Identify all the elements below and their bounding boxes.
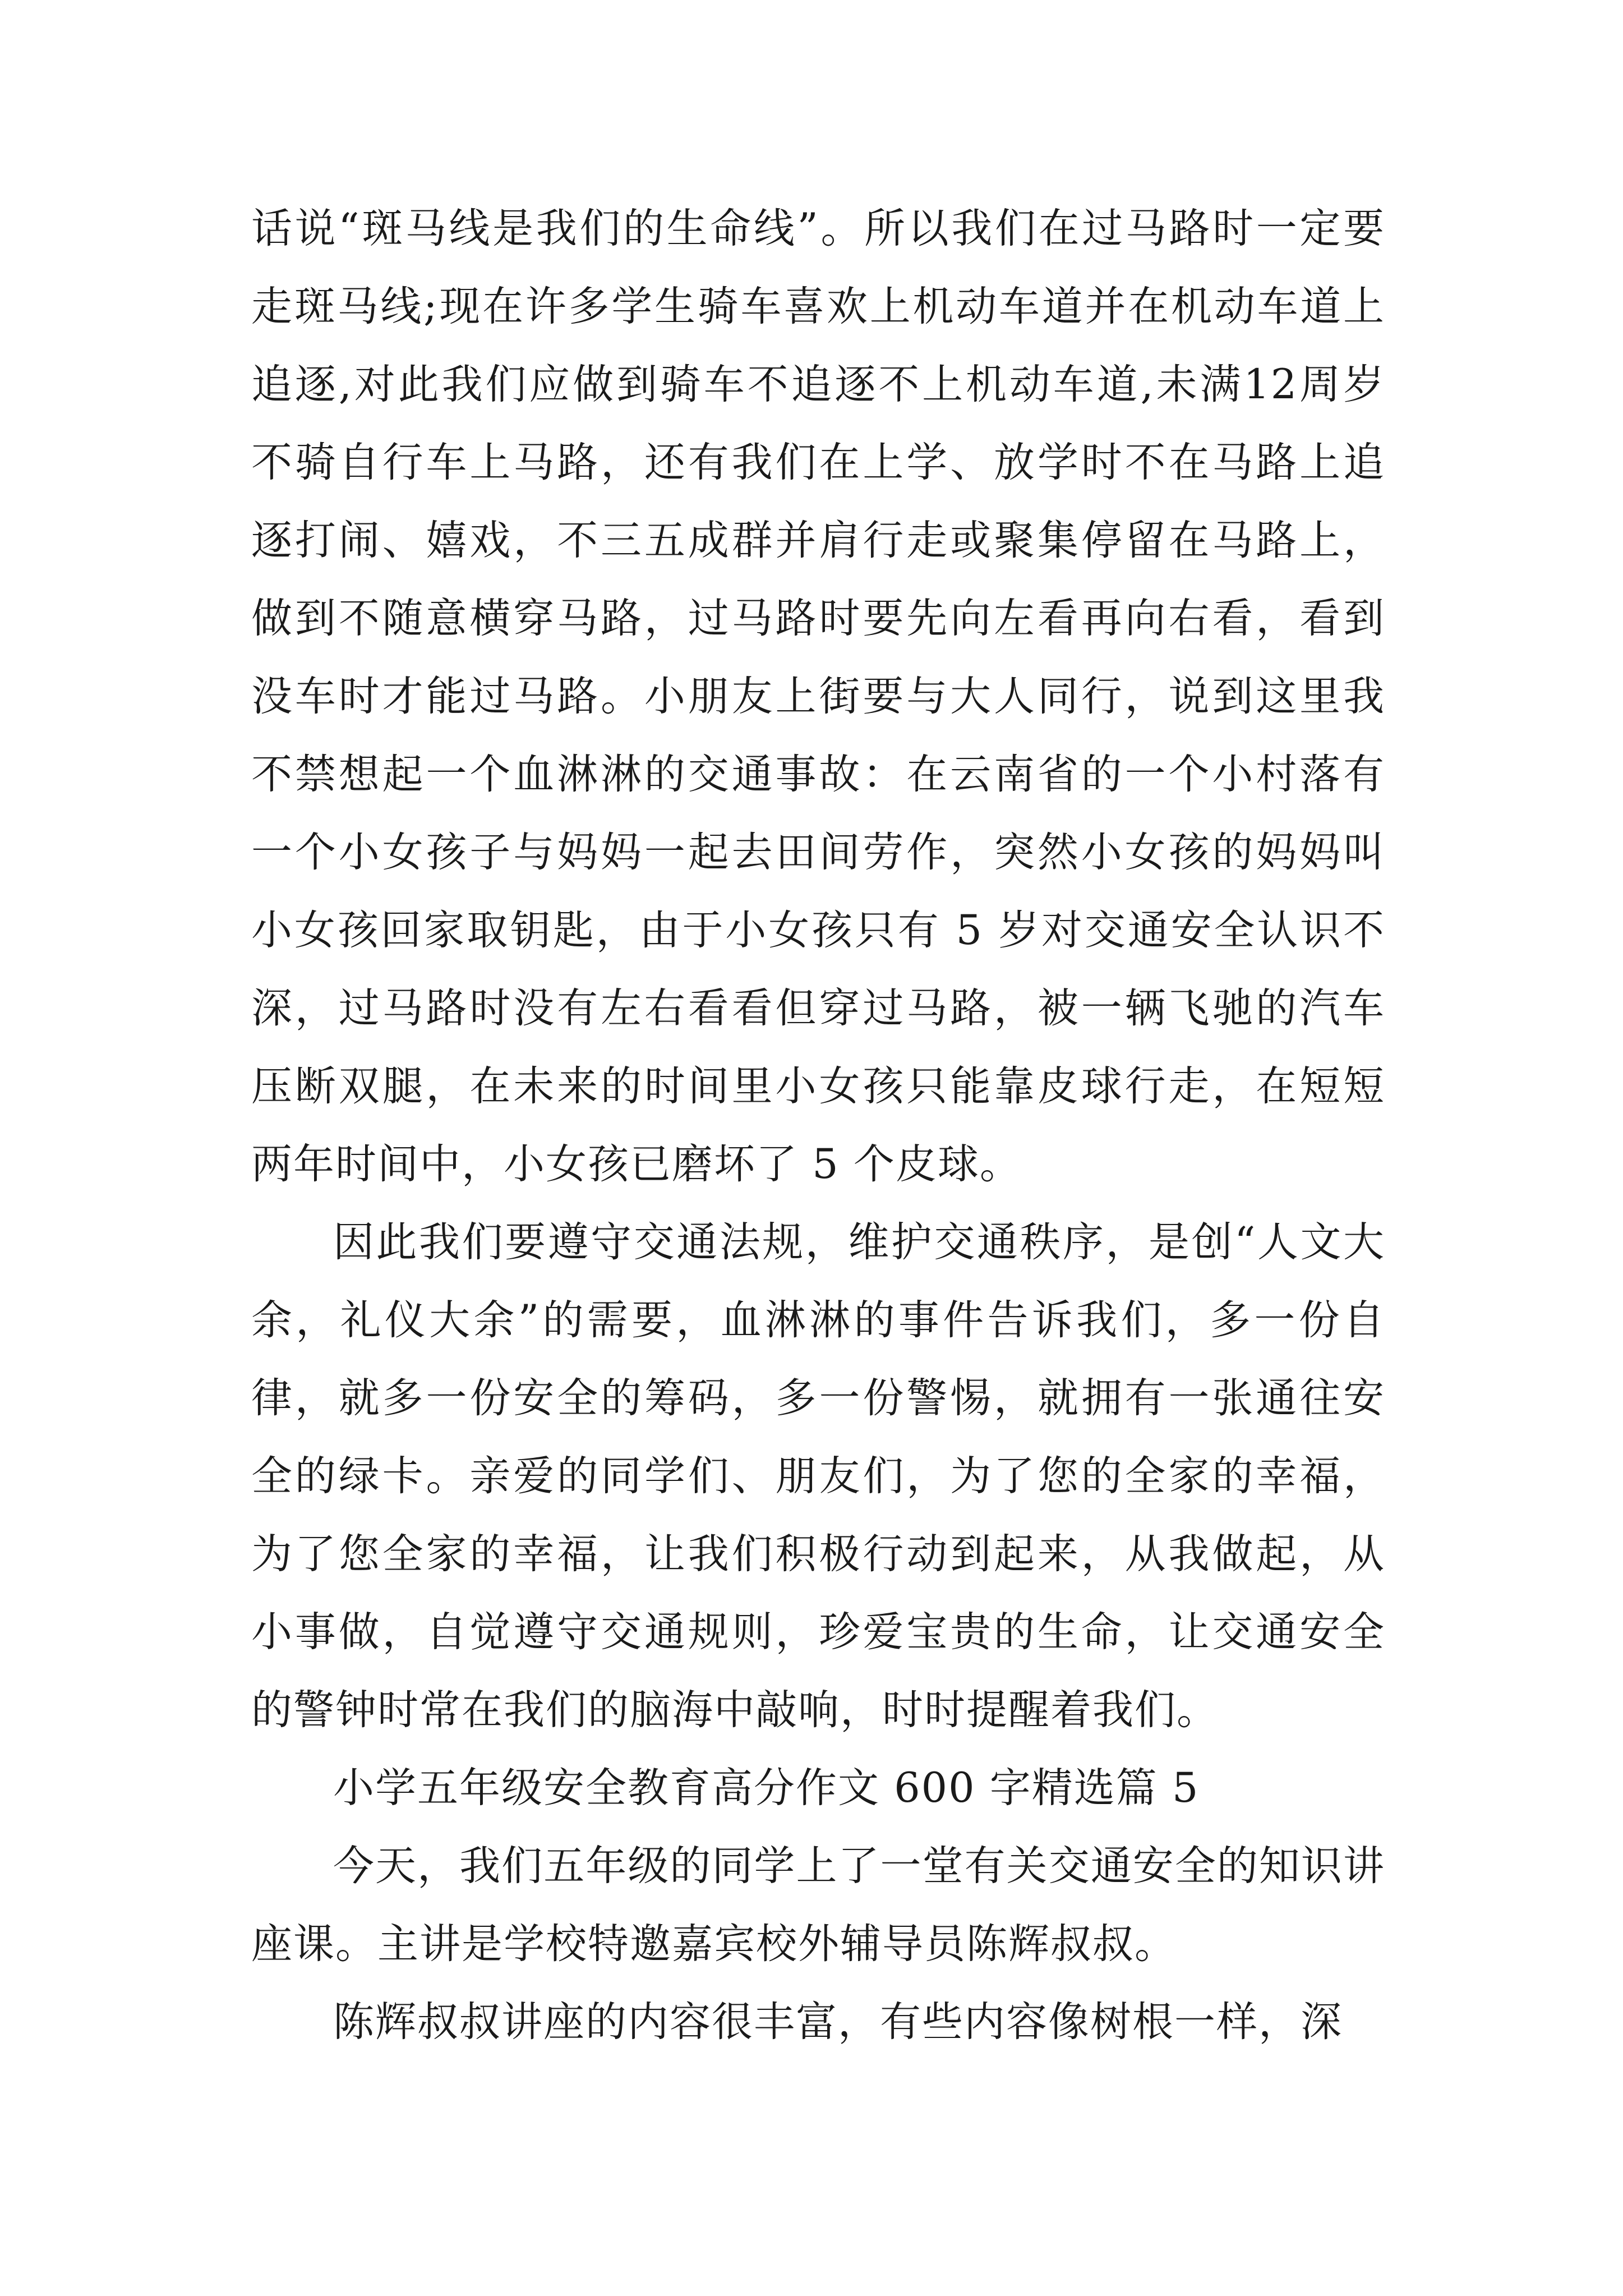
paragraph-1: 话说“斑马线是我们的生命线”。所以我们在过马路时一定要走斑马线;现在许多学生骑车喜欢上机动车道并在机动车道上追逐,对此我们应做到骑车不追逐不上机动车道,未满12周岁不骑自行车上马路，还有我们在上学、放学时不在马路上追逐打闹、嬉戏，不三五成群并肩行走或聚集停留在马路上，做到不随意横穿马路，过马路时要先向左看再向右看，看到没车时才能过马路。小朋友上街要与大人同行，说到这里我不禁想起一个血淋淋的交通事故：在云南省的一个小村落有一个小女孩子与妈妈一起去田间劳作，突然小女孩的妈妈叫小女孩回家取钥匙，由于小女孩只有 5 岁对交通安全认识不深，过马路时没有左右看看但穿过马路，被一辆飞驰的汽车压断双腿，在未来的时间里小女孩只能靠皮球行走，在短短两年时间中，小女孩已磨坏了 5 个皮球。 (251, 205, 1385, 1188)
section-heading: 小学五年级安全教育高分作文 600 字精选篇 5 (333, 1764, 1200, 1812)
paragraph-3: 今天，我们五年级的同学上了一堂有关交通安全的知识讲座课。主讲是学校特邀嘉宾校外辅导员陈辉叔叔。 (251, 1842, 1385, 1968)
paragraph-4: 陈辉叔叔讲座的内容很丰富，有些内容像树根一样，深 (333, 1998, 1343, 2046)
document-body (251, 190, 1385, 2061)
paragraph-2: 因此我们要遵守交通法规，维护交通秩序，是创“人文大余，礼仪大余”的需要，血淋淋的事件告诉我们，多一份自律，就多一份安全的筹码，多一份警惕，就拥有一张通往安全的绿卡。亲爱的同学们、朋友们，为了您的全家的幸福，为了您全家的幸福，让我们积极行动到起来，从我做起，从小事做，自觉遵守交通规则，珍爱宝贵的生命，让交通安全的警钟时常在我们的脑海中敲响，时时提醒着我们。 (251, 1218, 1385, 1734)
